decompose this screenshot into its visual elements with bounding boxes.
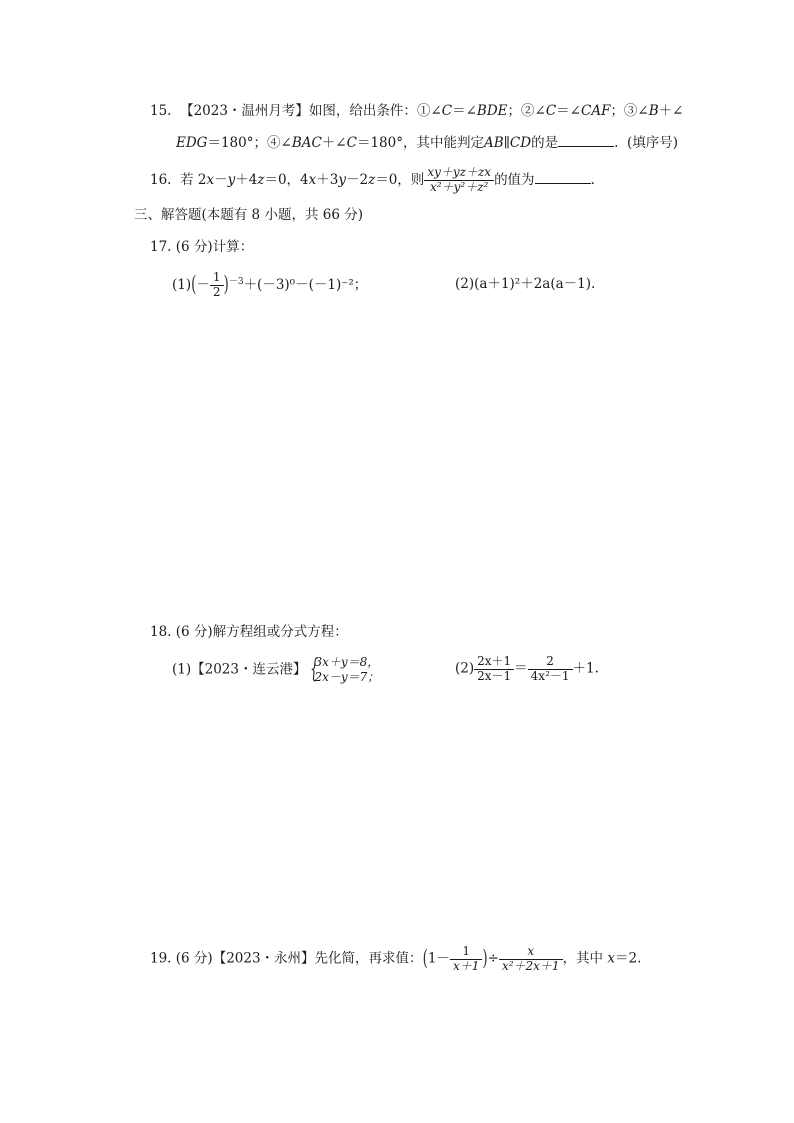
op: ＝2. [614,950,642,967]
equation-system [306,655,379,685]
op: ＝180°；④∠ [207,135,292,151]
op: ＋∠ [658,103,684,119]
var: BAC [291,135,322,151]
q19-fraction-1 [450,945,482,974]
op: ∥ [503,135,510,151]
var: C [545,103,557,119]
fraction-numerator: 1 [450,945,482,960]
var: x [607,950,615,967]
var: y [227,171,236,188]
q15-line-2 [176,137,678,151]
op: ＋∠ [321,135,347,151]
q15-answer-blank[interactable] [558,146,614,147]
equation-row: 2x－y＝7； [314,670,380,684]
q17-part-1 [172,271,367,300]
var: B [648,103,659,119]
fraction-denominator: x²＋y²＋z² [430,179,489,194]
angle-sign: ∠ [430,103,442,119]
var: CD [509,135,532,151]
part-label: (2) [455,276,475,292]
q16-answer-blank[interactable] [535,183,591,184]
text: ，其中 [562,950,608,967]
exponent: －3 [228,276,244,287]
q17-number: 17. [150,239,172,255]
var: x [308,171,317,188]
op: ；③∠ [610,103,649,119]
section-3-title: 三、解答题(本题有 8 小题，共 66 分) [134,207,363,223]
paren-left: ( [191,271,197,297]
part-label: (1)【2023・连云港】 [172,661,307,678]
op: 1－ [427,950,450,967]
var: EDG [176,135,208,151]
q19-instruction: (6 分)【2023・永州】先化简，再求值： [175,950,423,967]
q16-line [150,166,595,195]
q15-prefix: 如图，给出条件： [308,103,417,119]
op: ＝∠ [452,103,477,119]
expression: (a＋1)²＋2a(a－1). [474,276,596,292]
q17-half-fraction [210,271,224,300]
op: ÷ [487,950,499,967]
op: ＝180°，其中能判定 [356,135,484,151]
fraction-right [528,655,573,684]
op: ＝0，则 [375,171,425,188]
op: ＝ [514,660,528,677]
fraction-denominator: x＋1 [452,958,480,973]
condition-1-mark: ① [416,103,431,119]
fraction-denominator: 2 [212,284,221,299]
q18-part-1 [172,655,379,685]
op: 的是 [531,135,559,151]
fraction-denominator: 4x²－1 [530,668,570,683]
q15-source: 【2023・温州月考】 [180,103,309,119]
var: y [338,171,346,188]
part-label: (2) [455,660,475,677]
var: z [368,171,376,188]
fraction-denominator: 2x－1 [477,668,512,683]
op: ＋1. [572,660,599,677]
brace-icon: { [310,654,319,684]
q16-fraction [424,166,494,195]
q17-instruction: (6 分)计算： [175,239,254,255]
fraction-numerator: xy＋yz＋zx [424,166,494,181]
op: ；②∠ [507,103,546,119]
q19-fraction-2 [499,945,563,974]
paren-right: ) [482,945,488,971]
q15-number: 15. [150,103,172,119]
text: 的值为 [494,171,535,188]
part-label: (1) [172,276,192,293]
q17-heading [150,241,253,255]
fraction-left [474,655,514,684]
op: ＝0，4 [264,171,309,188]
expression: ＋(－3)⁰－(－1)⁻²； [243,276,368,293]
var: BDE [476,103,508,119]
fraction-numerator: 1 [210,271,224,286]
equation-row: 3x＋y＝8， [314,655,380,669]
paren-left: ( [422,945,428,971]
q19-line [150,945,641,974]
var: x [206,171,215,188]
fraction-numerator: x [499,945,563,960]
op: ＝∠ [556,103,581,119]
op: －2 [346,171,369,188]
var: z [257,171,265,188]
q15-hint: (填序号) [626,135,679,151]
op: － [196,276,210,293]
var: C [441,103,453,119]
op: － [214,171,228,188]
paren-right: ) [223,271,229,297]
punct: . [614,135,619,151]
q18-heading [150,626,348,640]
q17-part-2 [455,278,595,292]
q18-instruction: (6 分)解方程组或分式方程： [175,624,348,640]
var: C [346,135,357,151]
var: CAF [580,103,611,119]
q19-number: 19. [150,950,172,967]
text: 若 2 [180,171,207,188]
q18-number: 18. [150,624,172,640]
punct: . [590,171,595,188]
fraction-denominator: x²＋2x＋1 [501,958,560,973]
fraction-numerator: 2 [528,655,573,670]
q18-part-2 [455,655,599,684]
op: ＋3 [316,171,339,188]
op: ＋4 [235,171,258,188]
q16-number: 16. [150,171,172,188]
q15-line-1 [150,105,683,119]
var: AB [484,135,504,151]
fraction-numerator: 2x＋1 [474,655,514,670]
